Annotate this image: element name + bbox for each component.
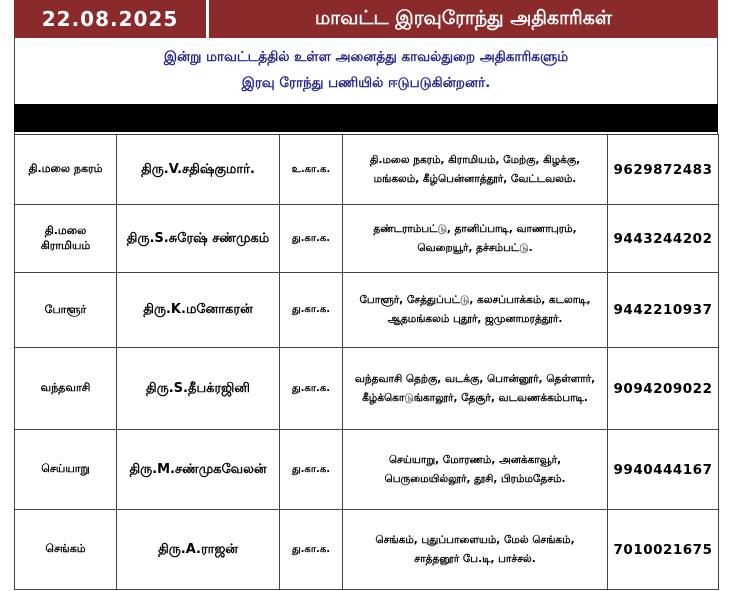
- places-line: சாத்தனூர் பே.டி, பாச்சல்.: [414, 552, 536, 565]
- places-line: கீழ்க்கொடுங்காலூர், தேசூர், வடவணக்கம்பாடி.: [362, 391, 588, 404]
- places-line: தண்டராம்பட்டு, தானிப்பாடி, வாணாபுரம்,: [373, 222, 577, 235]
- rank-cell: து.கா.க.: [280, 273, 343, 348]
- officers-table: [14, 134, 719, 590]
- places-line: மங்கலம், கீழ்பென்னாத்தூர், வேட்டவலம்.: [373, 172, 577, 185]
- phone-cell: 9443244202: [608, 205, 719, 273]
- area-cell: போளூர்: [15, 273, 117, 348]
- rank-cell: து.கா.க.: [280, 348, 343, 430]
- report-date: 22.08.2025: [41, 7, 179, 31]
- table-row: [15, 510, 719, 590]
- table-header-bar: [14, 104, 718, 132]
- places-line: வந்தவாசி தெற்கு, வடக்கு, பொன்னூர், தெள்ளார்,: [354, 372, 596, 385]
- area-cell: தி.மலை நகரம்: [15, 135, 117, 205]
- places-line: வெறையூர், தச்சம்பட்டு.: [417, 241, 533, 254]
- officer-cell: திரு.V.சதிஷ்குமார்.: [117, 135, 280, 205]
- places-line: செய்யாறு, மோரணம், அனக்காவூர்,: [388, 453, 562, 466]
- area-cell: செய்யாறு: [15, 430, 117, 510]
- officer-cell: திரு.K.மனோகரன்: [117, 273, 280, 348]
- places-cell: [343, 430, 608, 510]
- places-line: பெருமையில்லூர், தூசி, பிரம்மதேசம்.: [384, 472, 566, 485]
- rank-cell: து.கா.க.: [280, 205, 343, 273]
- places-line: ஆதமங்கலம் புதூர், ஜமுனாமரத்தூர்.: [387, 313, 563, 325]
- page-title: மாவட்ட இரவுரோந்து அதிகாரிகள்: [315, 6, 612, 29]
- table-row: [15, 430, 719, 510]
- places-line: செங்கம், புதுப்பாளையம், மேல் செங்கம்,: [375, 533, 575, 546]
- area-cell: வந்தவாசி: [15, 348, 117, 430]
- places-line: போளூர், சேத்துப்பட்டு, கலசப்பாக்கம், கடலாடி,: [359, 294, 591, 306]
- phone-cell: 9094209022: [608, 348, 719, 430]
- places-cell: [343, 273, 608, 348]
- area-cell: தி.மலை கிராமியம்: [15, 205, 117, 273]
- area-cell: செங்கம்: [15, 510, 117, 590]
- officer-cell: திரு.S.சுரேஷ் சண்முகம்: [117, 205, 280, 273]
- phone-cell: 9629872483: [608, 135, 719, 205]
- phone-cell: 9442210937: [608, 273, 719, 348]
- table-row: [15, 348, 719, 430]
- notice-line-1: இன்று மாவட்டத்தில் உள்ள அனைத்து காவல்துறை அதிகாரிகளும்: [163, 49, 569, 65]
- notice-line-2: இரவு ரோந்து பணியில் ஈடுபடுகின்றனர்.: [241, 75, 491, 91]
- places-cell: [343, 348, 608, 430]
- phone-cell: 9940444167: [608, 430, 719, 510]
- places-cell: [343, 510, 608, 590]
- table-row: [15, 135, 719, 205]
- places-cell: [343, 205, 608, 273]
- phone-cell: 7010021675: [608, 510, 719, 590]
- places-cell: [343, 135, 608, 205]
- page-header: [14, 0, 718, 38]
- officer-cell: திரு.M.சண்முகவேலன்: [117, 430, 280, 510]
- rank-cell: உ.கா.க.: [280, 135, 343, 205]
- rank-cell: து.கா.க.: [280, 510, 343, 590]
- rank-cell: து.கா.க.: [280, 430, 343, 510]
- places-line: தி.மலை நகரம், கிராமியம், மேற்கு, கிழக்கு,: [369, 153, 581, 166]
- officer-cell: திரு.S.தீபக்ரஜினி: [117, 348, 280, 430]
- notice-text: [14, 44, 718, 96]
- officer-cell: திரு.A.ராஜன்: [117, 510, 280, 590]
- table-row: [15, 273, 719, 348]
- table-row: [15, 205, 719, 273]
